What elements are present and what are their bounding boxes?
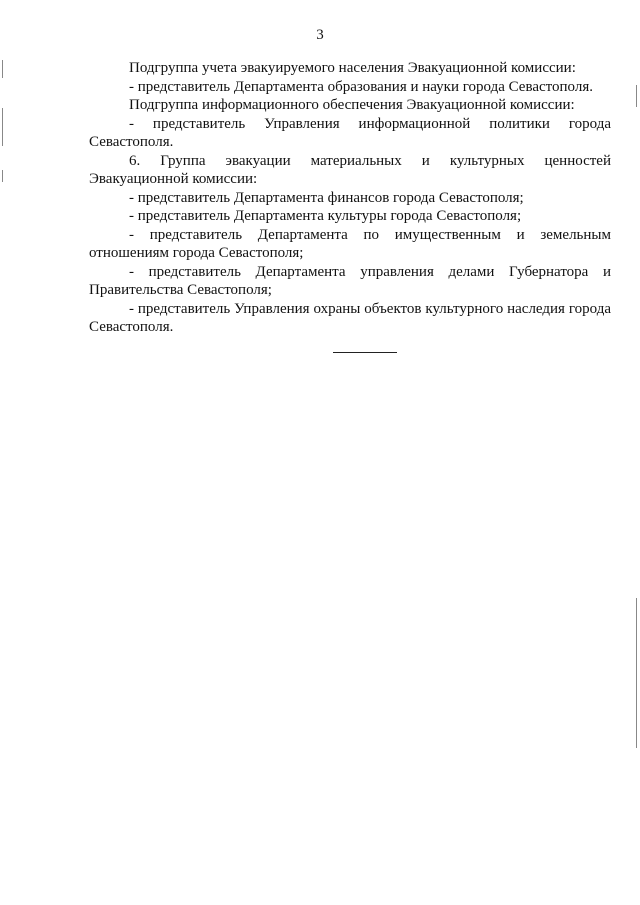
scan-mark-left-low bbox=[2, 170, 3, 182]
page-number: 3 bbox=[316, 27, 324, 43]
paragraph-information-policy-rep: - представитель Управления информационной политики города Севастополя. bbox=[89, 115, 611, 150]
paragraph-population-subgroup: Подгруппа учета эвакуируемого населения Эвакуационной комиссии: bbox=[129, 60, 576, 76]
paragraph-heritage-rep: - представитель Управления охраны объектов культурного наследия города Севастополя. bbox=[89, 300, 611, 335]
document-body bbox=[89, 59, 611, 337]
end-divider bbox=[333, 352, 397, 353]
paragraph-information-subgroup: Подгруппа информационного обеспечения Эвакуационной комиссии: bbox=[129, 97, 575, 113]
scan-mark-right-top bbox=[636, 85, 637, 107]
scan-mark-right-bottom bbox=[636, 598, 637, 748]
paragraph-culture-rep: - представитель Департамента культуры города Севастополя; bbox=[129, 208, 522, 224]
paragraph-governor-affairs-rep: - представитель Департамента управления делами Губернатора и Правительства Севастополя; bbox=[89, 263, 611, 298]
paragraph-valuables-group: 6. Группа эвакуации материальных и культурных ценностей Эвакуационной комиссии: bbox=[89, 152, 611, 187]
scan-mark-left-mid bbox=[2, 108, 3, 146]
paragraph-property-rep: - представитель Департамента по имущественным и земельным отношениям города Севастополя; bbox=[89, 226, 611, 261]
paragraph-education-rep: - представитель Департамента образования и науки города Севастополя. bbox=[129, 78, 593, 95]
paragraph-finance-rep: - представитель Департамента финансов города Севастополя; bbox=[129, 189, 524, 206]
scan-mark-left-top bbox=[2, 60, 3, 78]
